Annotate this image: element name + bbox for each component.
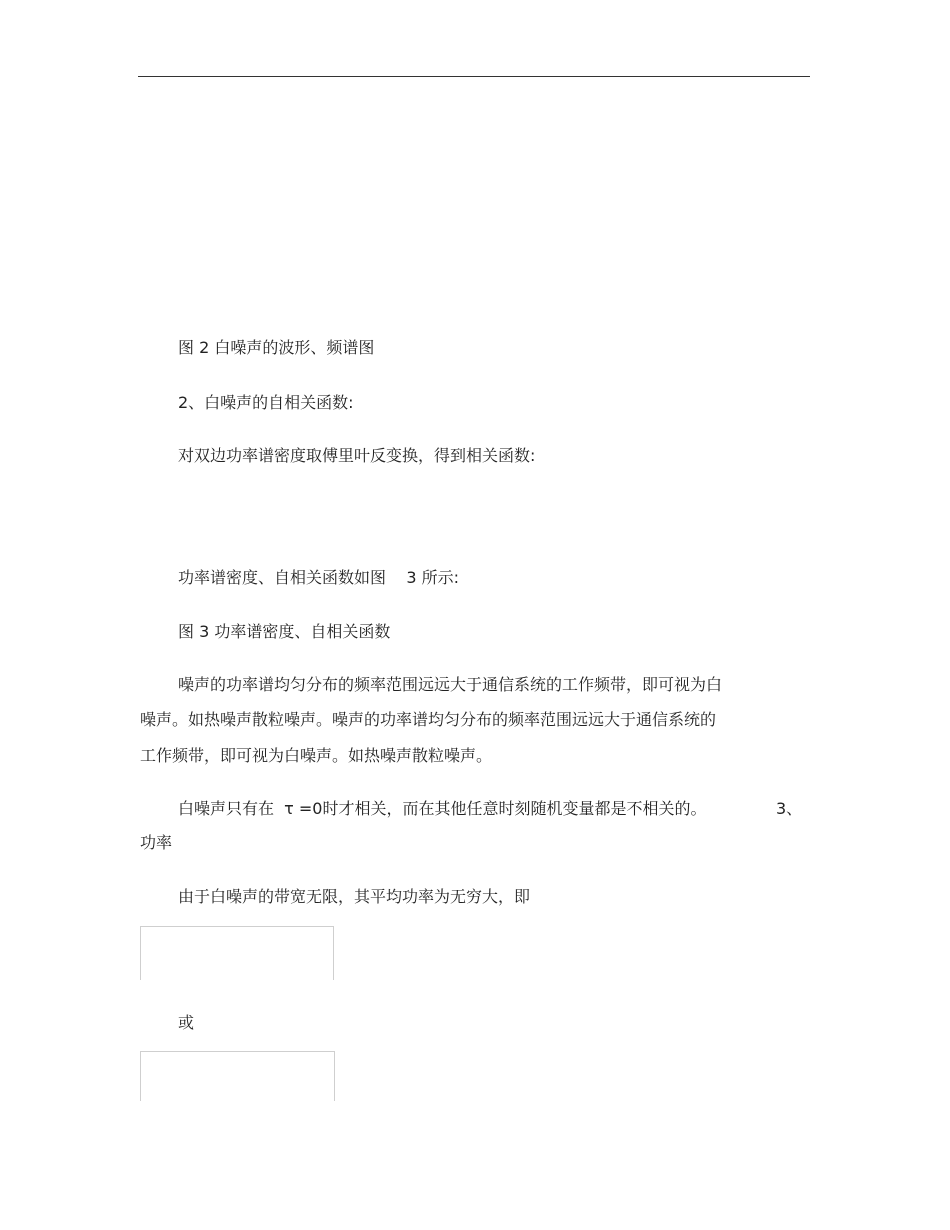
equation-frame-1 [140,926,334,980]
figure-2-caption: 图 2 白噪声的波形、频谱图 [178,338,375,357]
section-3-heading: 功率 [140,833,173,852]
inverse-transform-text: 对双边功率谱密度取傅里叶反变换，得到相关函数: [178,446,536,465]
figure-3-caption: 图 3 功率谱密度、自相关函数 [178,622,391,641]
figure-3-intro: 功率谱密度、自相关函数如图 3 所示: [178,568,460,587]
paragraph-line-1: 噪声的功率谱均匀分布的频率范围远远大于通信系统的工作频带，即可视为白 [178,675,723,694]
section-3-number: 3、 [776,799,803,818]
header-rule [138,76,810,77]
bandwidth-text: 由于白噪声的带宽无限，其平均功率为无穷大，即 [178,887,531,906]
section-2-heading: 2、白噪声的自相关函数: [178,393,354,412]
correlation-paragraph: 白噪声只有在 τ =0时才相关，而在其他任意时刻随机变量都是不相关的。 [178,799,707,818]
paragraph-line-2: 噪声。如热噪声散粒噪声。噪声的功率谱均匀分布的频率范围远远大于通信系统的 [140,710,717,729]
paragraph-line-3: 工作频带，即可视为白噪声。如热噪声散粒噪声。 [140,746,493,765]
equation-frame-2 [140,1051,335,1101]
or-text: 或 [178,1013,195,1032]
